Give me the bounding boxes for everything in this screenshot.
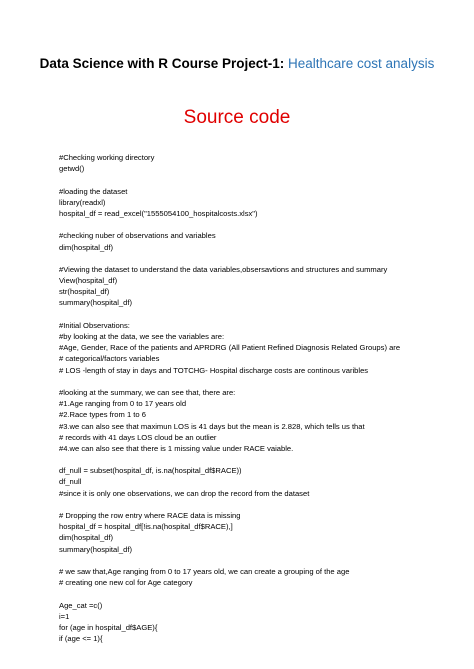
code-line: summary(hospital_df) (59, 298, 133, 308)
blank-line (59, 588, 459, 599)
title-main: Data Science with R Course Project-1: (39, 56, 285, 71)
code-line: # categorical/factors variables (59, 354, 160, 364)
blank-line (59, 219, 459, 230)
code-line: # we saw that,Age ranging from 0 to 17 years old, we can create a grouping of the age (59, 566, 350, 576)
code-line: summary(hospital_df) (59, 544, 133, 554)
code-line: Age_cat =c() (59, 600, 103, 610)
code-line: getwd() (59, 164, 85, 174)
code-line: str(hospital_df) (59, 287, 110, 297)
blank-line (59, 309, 459, 320)
blank-line (59, 454, 459, 465)
blank-line (59, 376, 459, 387)
code-line: library(readxl) (59, 197, 106, 207)
code-line: if (age <= 1){ (59, 634, 103, 644)
document-title (0, 56, 474, 72)
code-line: #1.Age ranging from 0 to 17 years old (59, 399, 187, 409)
code-line: # Dropping the row entry where RACE data is missing (59, 511, 241, 520)
code-line: #checking nuber of observations and variables (59, 231, 216, 241)
code-line: #Checking working directory (59, 153, 155, 162)
title-subtitle: Healthcare cost analysis (288, 56, 435, 71)
code-line: View(hospital_df) (59, 276, 118, 286)
code-line: # LOS -length of stay in days and TOTCHG- Hospital discharge costs are continous varibles (59, 365, 369, 375)
code-line: #since it is only one observations, we can drop the record from the dataset (59, 488, 310, 498)
code-line: df_null (59, 477, 82, 487)
code-line: dim(hospital_df) (59, 242, 114, 252)
code-line: #by looking at the data, we see the variables are: (59, 332, 225, 341)
blank-line (59, 499, 459, 510)
code-line: # creating one new col for Age category (59, 578, 193, 588)
section-heading: Source code (183, 107, 291, 128)
code-line: df_null = subset(hospital_df, is.na(hospital_df$RACE)) (59, 466, 242, 476)
code-line: # records with 41 days LOS cloud be an outlier (59, 432, 217, 442)
code-line: #looking at the summary, we can see that, there are: (59, 387, 236, 397)
code-line: #2.Race types from 1 to 6 (59, 410, 146, 420)
code-line: #4.we can also see that there is 1 missing value under RACE vaiable. (59, 443, 294, 453)
blank-line (59, 174, 459, 185)
code-line: hospital_df = read_excel("1555054100_hospitalcosts.xlsx") (59, 208, 258, 218)
code-line: #Viewing the dataset to understand the data variables,obsersavtions and structures and summary (59, 264, 388, 274)
source-code-block (59, 152, 459, 644)
code-line: dim(hospital_df) (59, 533, 114, 543)
code-line: #loading the dataset (59, 186, 128, 196)
code-line: for (age in hospital_df$AGE){ (59, 622, 158, 632)
blank-line (59, 555, 459, 566)
code-line: hospital_df = hospital_df[!is.na(hospital_df$RACE),] (59, 522, 233, 532)
blank-line (59, 253, 459, 264)
code-line: #Age, Gender, Race of the patients and APRDRG (All Patient Refined Diagnosis Related Groups) are (59, 343, 401, 353)
code-line: #3.we can also see that maximun LOS is 41 days but the mean is 2.828, which tells us that (59, 421, 365, 431)
code-line: i=1 (59, 611, 70, 621)
code-line: #Initial Observations: (59, 320, 130, 330)
